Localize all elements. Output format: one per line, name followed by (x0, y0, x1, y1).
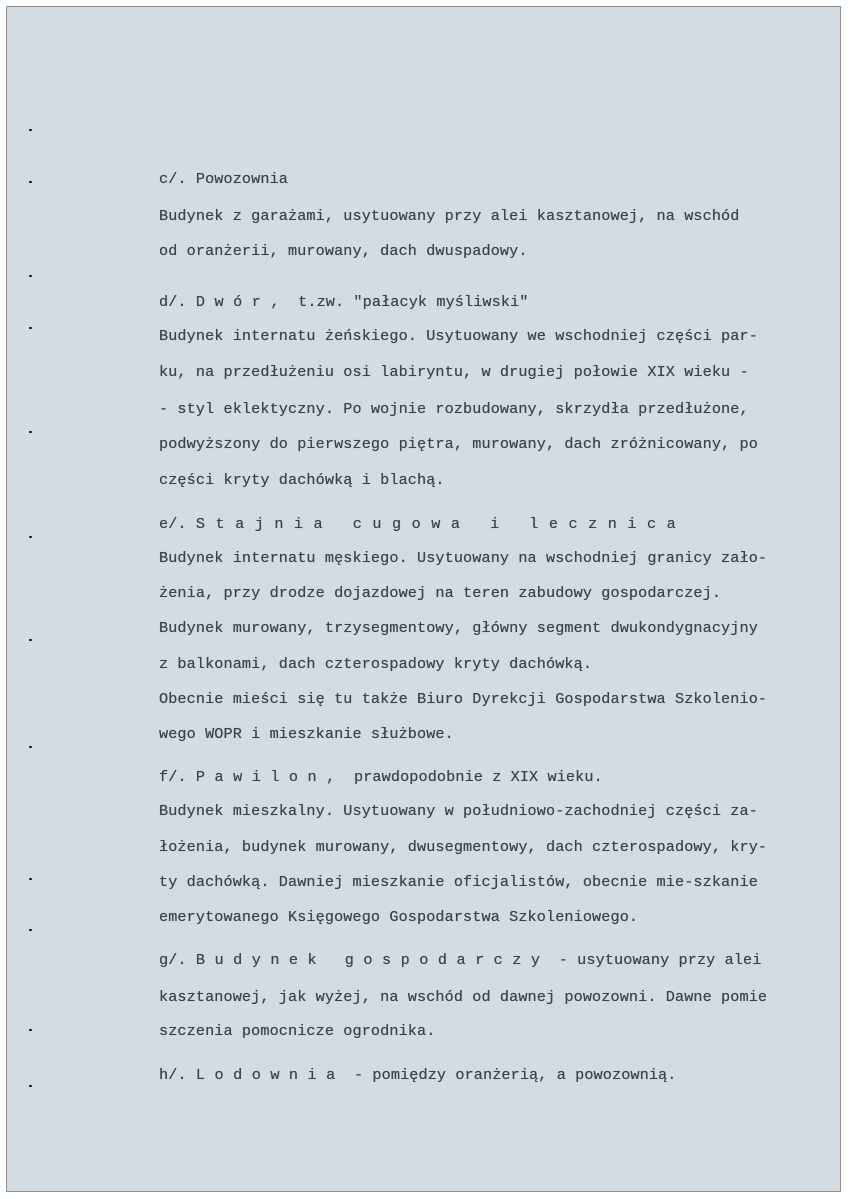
text-line: kasztanowej, jak wyżej, na wschód od dawnej powozowni. Dawne pomie (159, 988, 768, 1006)
section-name: Stajnia cugowa i lecznica (195, 515, 687, 533)
text-line: emerytowanego Księgowego Gospodarstwa Szkoleniowego. (159, 908, 639, 926)
margin-dot (29, 639, 32, 641)
margin-dot (29, 1029, 32, 1031)
text-line: wego WOPR i mieszkanie służbowe. (159, 725, 454, 743)
text-line: łożenia, budynek murowany, dwusegmentowy, dach czterospadowy, kry- (159, 838, 768, 856)
section-heading-d: d/. Dwór, t.zw. "pałacyk myśliwski" (159, 293, 529, 311)
margin-dot (29, 536, 32, 538)
text-line: ku, na przedłużeniu osi labiryntu, w drugiej połowie XIX wieku - (159, 363, 749, 381)
text-line: Budynek internatu męskiego. Usytuowany na wschodniej granicy zało- (159, 549, 768, 567)
text-line: żenia, przy drodze dojazdowej na teren zabudowy gospodarczej. (159, 584, 722, 602)
text-line: części kryty dachówką i blachą. (159, 471, 445, 489)
margin-dot (29, 181, 32, 183)
section-name: Powozownia (195, 170, 288, 188)
margin-dot (29, 275, 32, 277)
section-name: Pawilon, (195, 768, 345, 786)
text-line: podwyższony do pierwszego piętra, murowany, dach zróżnicowany, po (159, 435, 758, 453)
section-name: Dwór, (195, 293, 289, 311)
margin-dot (29, 746, 32, 748)
section-name: Budynek gospodarczy (195, 951, 550, 969)
margin-dot (29, 929, 32, 931)
margin-dot (29, 431, 32, 433)
section-heading-h: h/. Lodownia - pomiędzy oranżerią, a powozownią. (159, 1066, 677, 1084)
margin-dot (29, 129, 32, 131)
margin-dot (29, 327, 32, 329)
text-line: Obecnie mieści się tu także Biuro Dyrekcji Gospodarstwa Szkolenio- (159, 690, 768, 708)
section-heading-e: e/. Stajnia cugowa i lecznica (159, 515, 687, 533)
text-line: ty dachówką. Dawniej mieszkanie oficjalistów, obecnie mie-szkanie (159, 873, 758, 891)
text-line: Budynek murowany, trzysegmentowy, główny segment dwukondygnacyjny (159, 619, 758, 637)
margin-dot (29, 878, 32, 880)
text-line: od oranżerii, murowany, dach dwuspadowy. (159, 242, 528, 260)
document-page (6, 6, 841, 1192)
text-line: Budynek internatu żeńskiego. Usytuowany we wschodniej części par- (159, 327, 758, 345)
margin-dot (29, 1085, 32, 1087)
text-line: Budynek mieszkalny. Usytuowany w południowo-zachodniej części za- (159, 802, 758, 820)
typewritten-text (159, 7, 839, 1084)
text-line: Budynek z garażami, usytuowany przy alei kasztanowej, na wschód (159, 207, 740, 225)
text-line: z balkonami, dach czterospadowy kryty dachówką. (159, 655, 593, 673)
section-heading-g: g/. Budynek gospodarczy - usytuowany przy alei (159, 951, 762, 969)
section-heading-f: f/. Pawilon, prawdopodobnie z XIX wieku. (159, 768, 603, 786)
text-line: - styl eklektyczny. Po wojnie rozbudowany, skrzydła przedłużone, (159, 400, 749, 418)
section-name: Lodownia (195, 1066, 345, 1084)
text-line: szczenia pomocnicze ogrodnika. (159, 1022, 436, 1040)
section-heading-c: c/. Powozownia (159, 170, 288, 188)
